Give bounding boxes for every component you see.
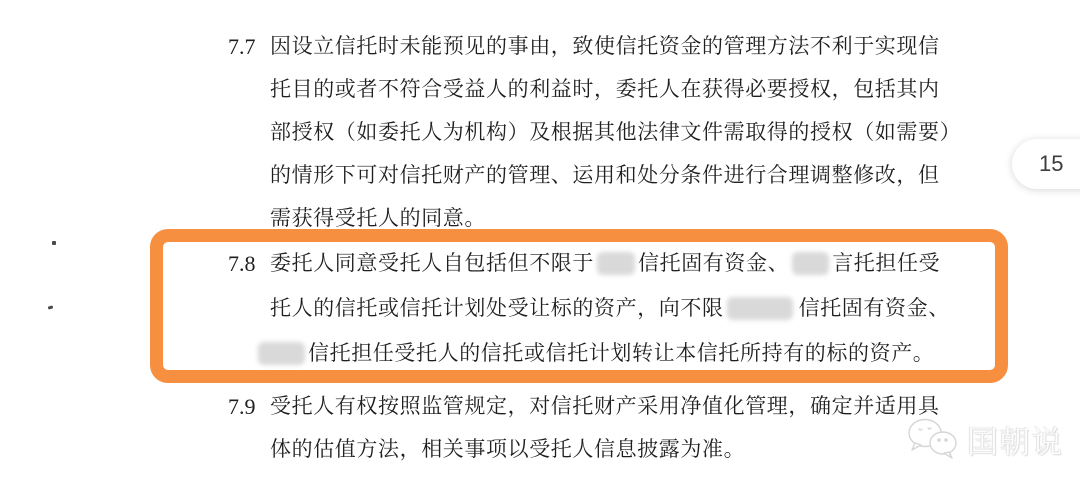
clause-text-segment: 信托担任受托人的信托或信托计划转让本信托所持有的标的资产。 bbox=[308, 341, 935, 365]
wechat-bubbles-icon bbox=[905, 416, 961, 462]
clause-text-segment: 委托人同意受托人自包括但不限于 bbox=[270, 251, 594, 275]
scan-speck bbox=[52, 241, 56, 245]
clause-text-line: 的情形下可对信托财产的管理、运用和处分条件进行合理调整修改，但 bbox=[270, 163, 940, 187]
clause-text-line: 体的估值方法，相关事项以受托人信息披露为准。 bbox=[270, 437, 746, 461]
clause-text-line: 受托人有权按照监管规定，对信托财产采用净值化管理，确定并适用具 bbox=[270, 394, 940, 418]
clause-text-line bbox=[270, 286, 1018, 331]
clause-text-line bbox=[270, 331, 1018, 376]
redacted-text-blur bbox=[258, 342, 305, 365]
redacted-text-blur bbox=[792, 252, 829, 275]
clause-text-segment: 托人的信托或信托计划处受让标的资产，向不限 bbox=[270, 296, 724, 320]
clause-7-8 bbox=[228, 241, 1018, 376]
clause-7-7 bbox=[228, 25, 1018, 240]
page-number-pill bbox=[1012, 139, 1080, 189]
clause-number: 7.9 bbox=[228, 394, 256, 419]
redacted-text-blur bbox=[597, 252, 635, 275]
clause-text-segment: 信托固有资金、 bbox=[638, 251, 790, 275]
clause-text-line bbox=[270, 241, 1018, 286]
channel-watermark bbox=[905, 416, 1063, 462]
watermark-text: 国朝说 bbox=[967, 424, 1063, 461]
scan-speck bbox=[48, 305, 54, 309]
clause-number: 7.7 bbox=[228, 34, 256, 59]
clause-number: 7.8 bbox=[228, 251, 256, 276]
clause-7-9 bbox=[228, 385, 1018, 471]
clause-text-line: 需获得受托人的同意。 bbox=[270, 206, 486, 230]
clause-text-line: 托目的或者不符合受益人的利益时，委托人在获得必要授权，包括其内 bbox=[270, 77, 940, 101]
clause-text-segment: 言托担任受 bbox=[832, 251, 941, 275]
page-number-label: 15 bbox=[1039, 151, 1064, 176]
clause-text-line: 部授权（如委托人为机构）及根据其他法律文件需取得的授权（如需要） bbox=[270, 120, 962, 144]
clause-text-segment: 信托固有资金、 bbox=[798, 296, 950, 320]
redacted-text-blur bbox=[727, 297, 793, 320]
clause-text-line: 因设立信托时未能预见的事由，致使信托资金的管理方法不利于实现信 bbox=[270, 34, 940, 58]
